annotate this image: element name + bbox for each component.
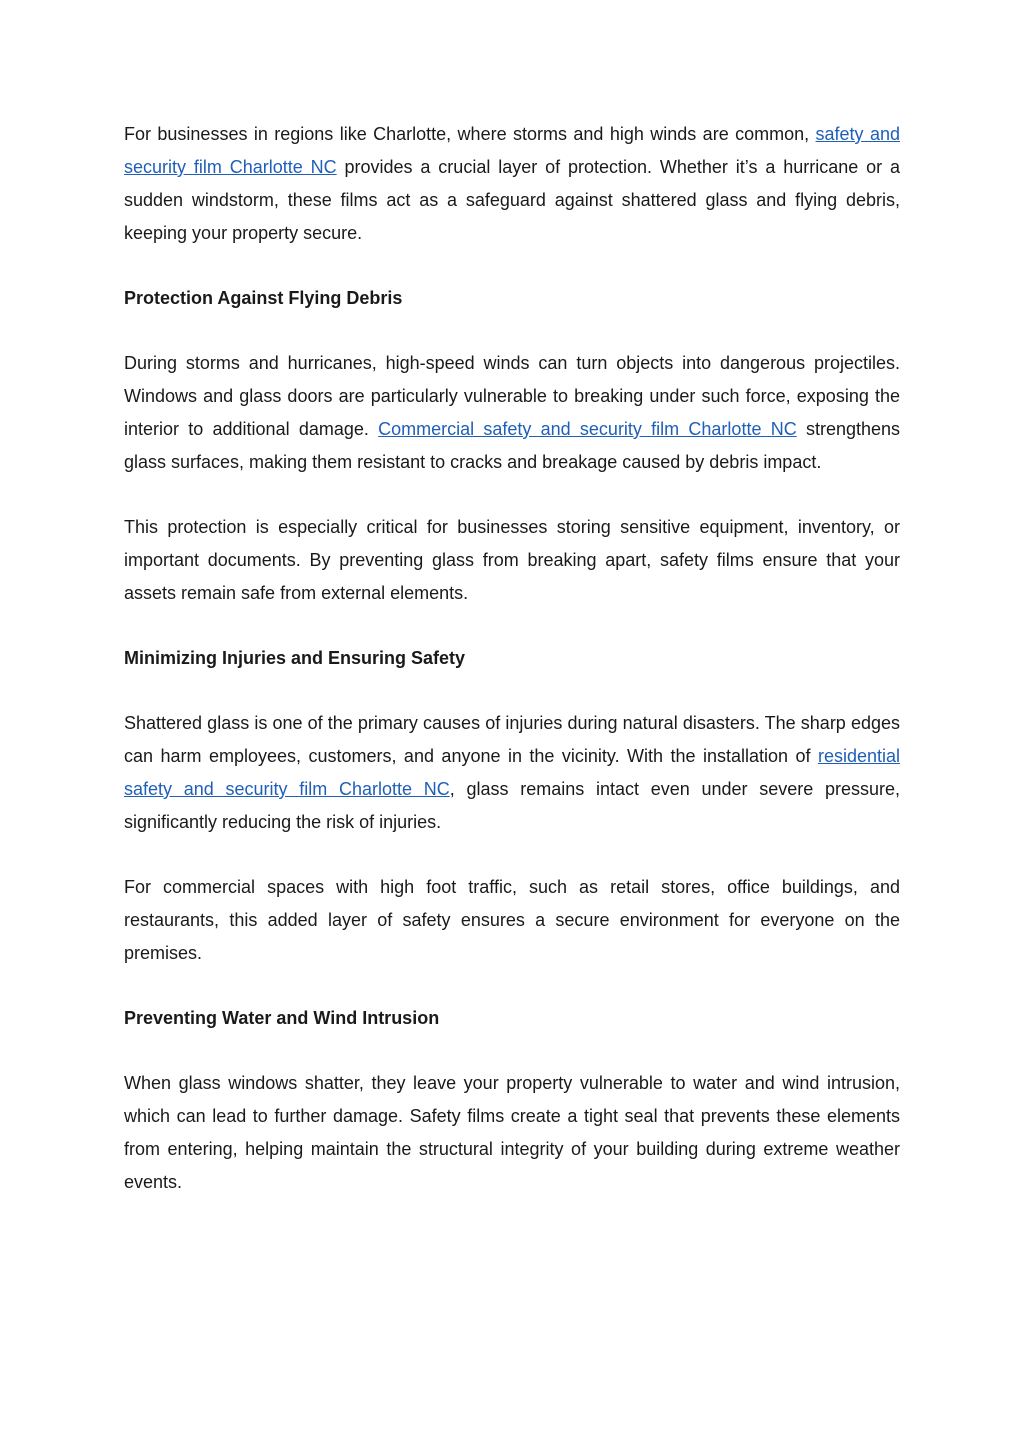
injuries-text-end: , glass remains intact even under severe pressure, significantly reducing the risk of injuries. <box>124 779 901 832</box>
section-heading-water-wind: Preventing Water and Wind Intrusion <box>124 1008 440 1028</box>
intro-paragraph <box>124 118 900 250</box>
safety-film-link[interactable]: safety and security film Charlotte NC <box>124 124 900 177</box>
flying-debris-paragraph-1 <box>124 347 900 479</box>
water-wind-paragraph: When glass windows shatter, they leave your property vulnerable to water and wind intrusion, which can lead to further damage. Safety films create a tight seal that prevents these elements from entering, helping maintain the structural integrity of your building during extreme weather events. <box>124 1073 900 1192</box>
injuries-paragraph-2: For commercial spaces with high foot traffic, such as retail stores, office buildings, and restaurants, this added layer of safety ensures a secure environment for everyone on the premises. <box>124 877 900 963</box>
intro-text-end: provides a crucial layer of protection. Whether it’s a hurricane or a sudden windstorm, these films act as a safeguard against shattered glass and flying debris, keeping your property secure. <box>124 157 900 243</box>
intro-text-start: For businesses in regions like Charlotte, where storms and high winds are common, <box>124 124 816 144</box>
document-page <box>124 118 900 1231</box>
injuries-paragraph-1 <box>124 707 900 839</box>
section-heading-minimizing-injuries: Minimizing Injuries and Ensuring Safety <box>124 648 466 668</box>
flying-debris-text-start: During storms and hurricanes, high-speed winds can turn objects into dangerous projectiles. Windows and glass doors are particularly vulnerable to breaking under such force, exposing the interior to additional damage. <box>124 353 900 439</box>
flying-debris-paragraph-2: This protection is especially critical for businesses storing sensitive equipment, inventory, or important documents. By preventing glass from breaking apart, safety films ensure that your assets remain safe from external elements. <box>124 517 900 603</box>
section-heading-flying-debris: Protection Against Flying Debris <box>124 288 403 308</box>
injuries-text-start: Shattered glass is one of the primary causes of injuries during natural disasters. The sharp edges can harm employees, customers, and anyone in the vicinity. With the installation of <box>124 713 900 766</box>
residential-film-link[interactable]: residential safety and security film Charlotte NC <box>124 746 900 799</box>
commercial-film-link[interactable]: Commercial safety and security film Charlotte NC <box>378 419 797 439</box>
flying-debris-text-end: strengthens glass surfaces, making them resistant to cracks and breakage caused by debris impact. <box>124 419 901 472</box>
